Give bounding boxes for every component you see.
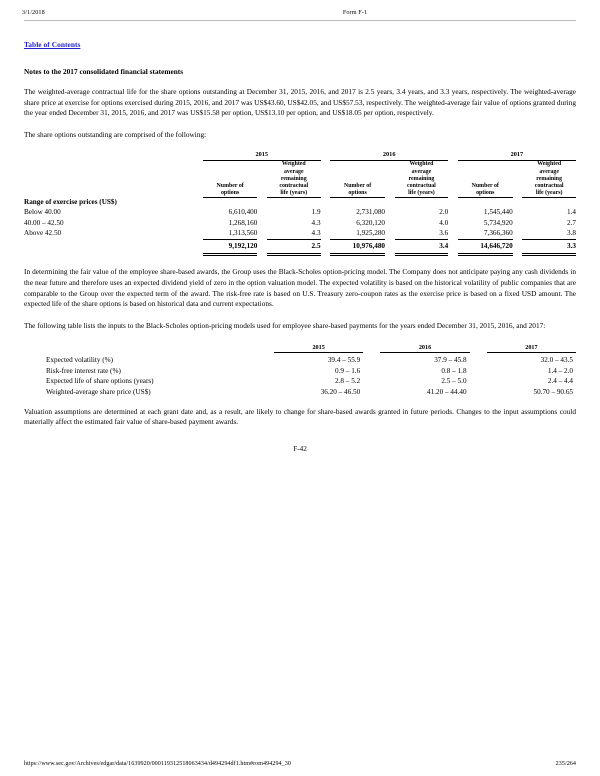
inputs-cell-2015: 36.20 – 46.50 (320, 387, 361, 396)
cell-2017-options: 1,545,440 (483, 208, 513, 217)
colhead-line5: life (years) (408, 190, 435, 197)
inputs-cell-2017: 50.70 – 90.65 (533, 387, 573, 396)
colhead-line3: remaining (536, 175, 563, 182)
colhead-line2: average (539, 168, 559, 175)
print-date: 3/1/2018 (22, 9, 45, 16)
table-section-label-row (24, 198, 576, 206)
colhead-line3: remaining (280, 175, 307, 182)
inputs-cell-2017: 32.0 – 43.5 (540, 356, 573, 365)
colhead-line4: contractual (279, 182, 309, 189)
total-label (24, 240, 193, 251)
cell-2016-life: 3.6 (439, 229, 449, 238)
page-count: 235/264 (555, 761, 576, 767)
inputs-table-row (46, 364, 576, 375)
colhead-2016-number-of-options (330, 161, 385, 198)
source-url: https://www.sec.gov/Archives/edgar/data/1639920/000119312518063434/d494294df1.htm#rom494294_30 (24, 761, 291, 767)
colhead-line1: Number of (343, 182, 372, 189)
total-2015-options: 9,192,120 (228, 242, 258, 251)
total-double-rule (395, 250, 449, 255)
inputs-cell-2015: 2.8 – 5.2 (335, 377, 361, 386)
inputs-table-row (46, 385, 576, 396)
cell-2017-life: 1.4 (567, 208, 576, 217)
table-total-underline-row (24, 250, 576, 255)
inputs-header-row (46, 344, 576, 353)
inputs-row-label: Expected volatility (%) (46, 356, 114, 365)
cell-2017-options: 5,734,920 (483, 218, 513, 227)
year-group-2017: 2017 (510, 151, 524, 159)
cell-2016-options: 6,320,120 (356, 218, 386, 227)
inputs-colhead-2016: 2016 (380, 344, 469, 353)
inputs-cell-2015: 39.4 – 55.9 (327, 356, 361, 365)
paragraph-intro-options-table: The share options outstanding are comprised of the following: (24, 129, 207, 139)
inputs-cell-2015: 0.9 – 1.6 (335, 366, 361, 375)
colhead-line2: options (476, 190, 495, 197)
inputs-table-row (46, 353, 576, 364)
total-double-rule (458, 250, 513, 255)
inputs-cell-2016: 2.5 – 5.0 (441, 377, 467, 386)
colhead-2015-weighted-life (267, 161, 321, 198)
inputs-row-label: Risk-free interest rate (%) (46, 366, 121, 375)
colhead-2017-weighted-life (522, 161, 576, 198)
inputs-cell-2016: 0.8 – 1.8 (441, 366, 467, 375)
cell-2017-life: 3.8 (567, 229, 576, 238)
colhead-line3: remaining (408, 175, 435, 182)
print-footer (0, 761, 600, 767)
table-row (24, 206, 576, 216)
colhead-line2: average (283, 168, 304, 175)
colhead-line1: Weighted (537, 161, 562, 168)
row-label: 40.00 – 42.50 (24, 218, 64, 227)
cell-2015-options: 1,268,160 (228, 218, 258, 227)
table-total-row (24, 240, 576, 251)
black-scholes-inputs-table-wrapper (24, 344, 576, 395)
inputs-cell-2017: 2.4 – 4.4 (547, 377, 573, 386)
inputs-row-label: Weighted-average share price (US$) (46, 387, 151, 396)
paragraph-intro-inputs-table: The following table lists the inputs to the Black-Scholes option-pricing models used for employee share-based payments for the years ended December 31, 2015, 2016, and 2017: (24, 320, 546, 330)
cell-2016-life: 2.0 (439, 208, 449, 217)
total-double-rule (522, 250, 576, 255)
black-scholes-inputs-table (46, 344, 576, 395)
header-divider (24, 20, 576, 21)
inputs-row-label: Expected life of share options (years) (46, 377, 154, 386)
cell-2016-life: 4.0 (439, 218, 449, 227)
colhead-line2: options (220, 190, 240, 197)
total-2017-life: 3.3 (567, 242, 576, 251)
cell-2016-options: 2,731,080 (356, 208, 386, 217)
colhead-line4: contractual (407, 182, 436, 189)
total-2017-options: 14,646,720 (480, 242, 513, 251)
inputs-colhead-2015: 2015 (274, 344, 363, 353)
cell-2015-options: 6,610,400 (228, 208, 258, 217)
total-2016-options: 10,976,480 (352, 242, 386, 251)
paragraph-valuation-assumptions: Valuation assumptions are determined at each grant date and, as a result, are likely to change for share-based awards granted in future periods. Changes to the input assumptions could materially affect the estimated fair value of share-based payment awards. (24, 406, 576, 427)
cell-2015-life: 1.9 (311, 208, 321, 217)
year-group-2016: 2016 (382, 151, 396, 159)
cell-2015-life: 4.3 (311, 218, 321, 227)
colhead-line4: contractual (534, 182, 564, 189)
table-row (24, 227, 576, 237)
colhead-line1: Number of (471, 182, 499, 189)
colhead-line5: life (years) (280, 190, 308, 197)
colhead-2017-number-of-options (458, 161, 513, 198)
inputs-colhead-2017: 2017 (487, 344, 576, 353)
inputs-cell-2016: 41.20 – 44.40 (427, 387, 467, 396)
colhead-2015-number-of-options (203, 161, 257, 198)
table-of-contents-link[interactable]: Table of Contents (24, 40, 81, 49)
total-double-rule (267, 250, 321, 255)
paragraph-fair-value-model: In determining the fair value of the employee share-based awards, the Group uses the Black-Scholes option-pricing model. The Company does not anticipate paying any cash dividends in the near future and therefore uses an expected dividend yield of zero in the option valuation model. The expected volatility is based on the historical volatility of public companies that are comparable to the Group over the expected term of the award. The risk-free rate is based on U.S. Treasury zero-coupon rates as the exercise price is based on a fixed USD amount. The expected life of the share options is based on historical data and current expectations. (24, 267, 576, 309)
colhead-2016-weighted-life (395, 161, 449, 198)
colhead-line1: Weighted (409, 161, 434, 168)
total-2016-life: 3.4 (439, 242, 449, 251)
cell-2017-options: 7,366,360 (483, 229, 513, 238)
print-header (0, 0, 600, 16)
row-label: Below 40.00 (24, 208, 61, 217)
inputs-cell-2016: 37.9 – 45.8 (434, 356, 467, 365)
section-heading: Notes to the 2017 consolidated financial statements (24, 67, 184, 76)
total-2015-life: 2.5 (311, 242, 321, 251)
total-double-rule (330, 250, 385, 255)
colhead-line1: Number of (216, 182, 244, 189)
inputs-cell-2017: 1.4 – 2.0 (547, 366, 573, 375)
paragraph-weighted-average: The weighted-average contractual life for the share options outstanding at December 31, 2015, 2016, and 2017 is 2.5 years, 3.4 years, and 3.3 years, respectively. The weighted-average share price at exercise for options exercised during 2015, 2016, and 2017 was US$43.60, US$42.05, and US$57.53, respectively. The weighted-average fair value of options granted during the year ended December 31, 2015, 2016, and 2017 was US$15.58 per option, US$13.10 per option, and US$18.05 per option, respectively. (24, 87, 576, 118)
page-number: F-42 (293, 444, 307, 453)
colhead-line1: Weighted (281, 161, 306, 168)
table-column-header-row (24, 161, 576, 198)
row-label: Above 42.50 (24, 229, 62, 238)
cell-2015-life: 4.3 (311, 229, 321, 238)
table-year-group-row (24, 151, 576, 158)
total-double-rule (203, 250, 257, 255)
document-body (0, 34, 600, 453)
print-doc-title: Form F-1 (342, 9, 368, 16)
cell-2015-options: 1,313,560 (228, 229, 258, 238)
table-row (24, 216, 576, 226)
year-group-2015: 2015 (255, 151, 269, 159)
cell-2017-life: 2.7 (567, 218, 576, 227)
share-options-outstanding-table (24, 151, 576, 256)
section-label-range-of-exercise-prices: Range of exercise prices (US$) (24, 197, 117, 206)
colhead-line2: average (411, 168, 432, 175)
cell-2016-options: 1,925,280 (356, 229, 386, 238)
colhead-line2: options (348, 190, 367, 197)
inputs-table-row (46, 375, 576, 386)
colhead-line5: life (years) (535, 190, 563, 197)
